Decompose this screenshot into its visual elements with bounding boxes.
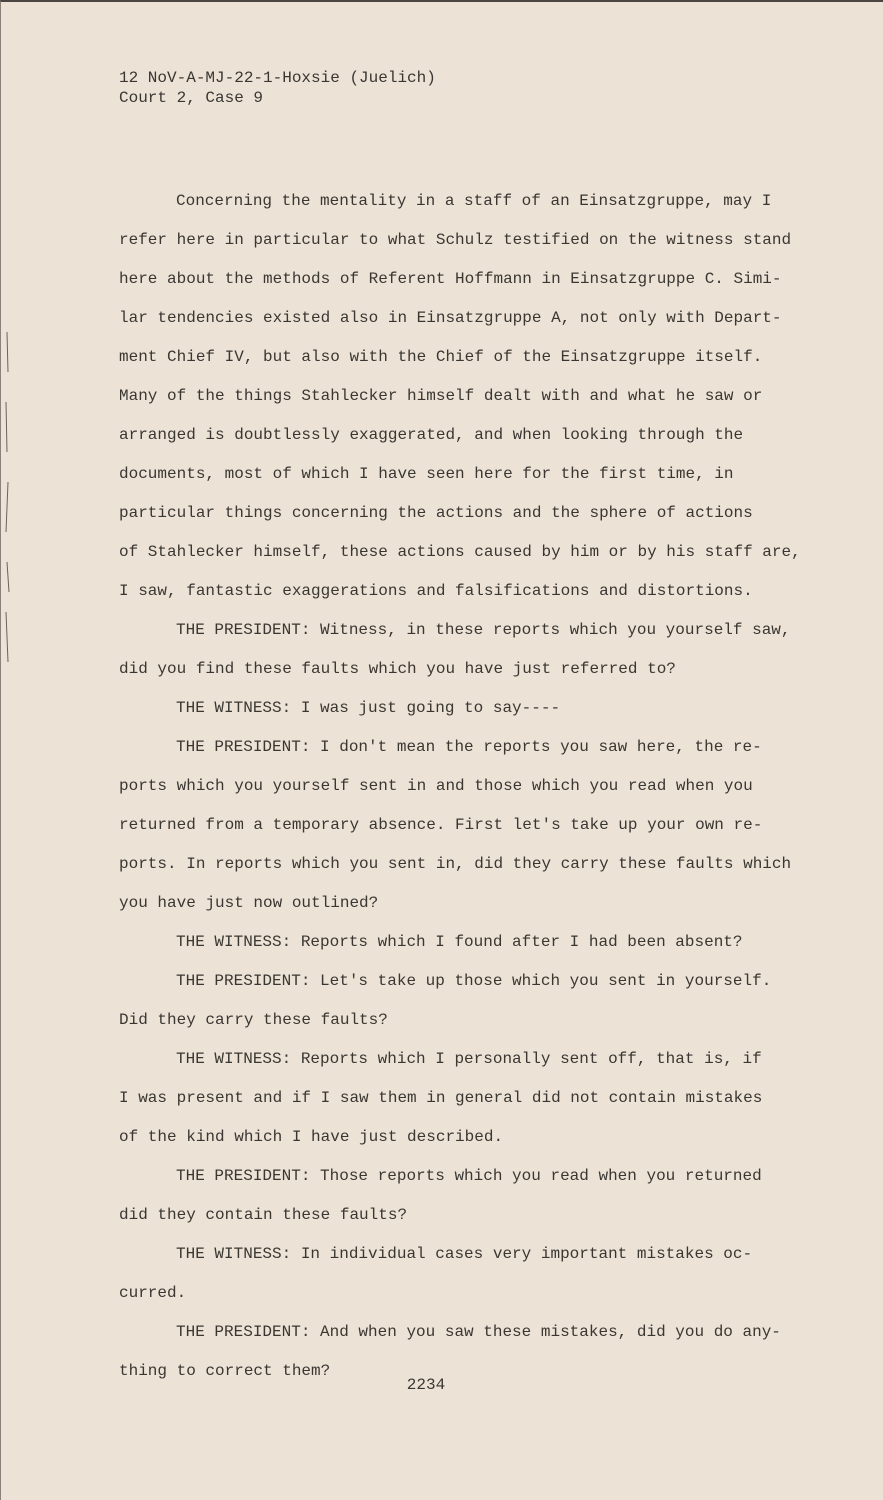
transcript-line: THE PRESIDENT: Let's take up those which you sent in yourself.: [176, 972, 772, 990]
transcript-line: arranged is doubtlessly exaggerated, and when looking through the: [119, 426, 744, 444]
transcript-line: ports. In reports which you sent in, did they carry these faults which: [119, 855, 792, 873]
transcript-line: documents, most of which I have seen here for the first time, in: [119, 465, 734, 483]
margin-pencil-marks: [1, 332, 15, 672]
document-header: [119, 68, 436, 108]
transcript-line: THE WITNESS: Reports which I personally sent off, that is, if: [176, 1050, 762, 1068]
transcript-line: THE PRESIDENT: And when you saw these mistakes, did you do any-: [176, 1323, 781, 1341]
transcript-line: THE WITNESS: In individual cases very important mistakes oc-: [176, 1245, 753, 1263]
transcript-line: curred.: [119, 1284, 187, 1302]
transcript-line: THE PRESIDENT: Witness, in these reports which you yourself saw,: [176, 621, 791, 639]
page-number: 2234: [406, 1376, 446, 1394]
transcript-body: [119, 182, 819, 1391]
header-line-2: Court 2, Case 9: [119, 89, 264, 107]
transcript-line: THE PRESIDENT: Those reports which you read when you returned: [176, 1167, 762, 1185]
transcript-line: Many of the things Stahlecker himself dealt with and what he saw or: [119, 387, 763, 405]
transcript-line: ports which you yourself sent in and those which you read when you: [119, 777, 753, 795]
transcript-line: did they contain these faults?: [119, 1206, 408, 1224]
transcript-line: THE WITNESS: I was just going to say----: [176, 699, 561, 717]
transcript-line: here about the methods of Referent Hoffmann in Einsatzgruppe C. Simi-: [119, 270, 782, 288]
transcript-line: ment Chief IV, but also with the Chief of the Einsatzgruppe itself.: [119, 348, 763, 366]
transcript-line: you have just now outlined?: [119, 894, 379, 912]
transcript-line: I was present and if I saw them in general did not contain mistakes: [119, 1089, 763, 1107]
transcript-line: of Stahlecker himself, these actions caused by him or by his staff are,: [119, 543, 801, 561]
transcript-line: thing to correct them?: [119, 1362, 331, 1380]
transcript-line: THE WITNESS: Reports which I found after I had been absent?: [176, 933, 743, 951]
transcript-line: Concerning the mentality in a staff of an Einsatzgruppe, may I: [176, 192, 772, 210]
transcript-line: THE PRESIDENT: I don't mean the reports you saw here, the re-: [176, 738, 762, 756]
header-line-1: 12 NoV-A-MJ-22-1-Hoxsie (Juelich): [119, 69, 436, 87]
transcript-line: I saw, fantastic exaggerations and falsifications and distortions.: [119, 582, 753, 600]
transcript-line: of the kind which I have just described.: [119, 1128, 504, 1146]
transcript-line: did you find these faults which you have just referred to?: [119, 660, 676, 678]
transcript-line: returned from a temporary absence. First let's take up your own re-: [119, 816, 763, 834]
transcript-line: particular things concerning the actions and the sphere of actions: [119, 504, 753, 522]
transcript-line: Did they carry these faults?: [119, 1011, 388, 1029]
transcript-line: refer here in particular to what Schulz testified on the witness stand: [119, 231, 792, 249]
transcript-line: lar tendencies existed also in Einsatzgruppe A, not only with Depart-: [119, 309, 782, 327]
